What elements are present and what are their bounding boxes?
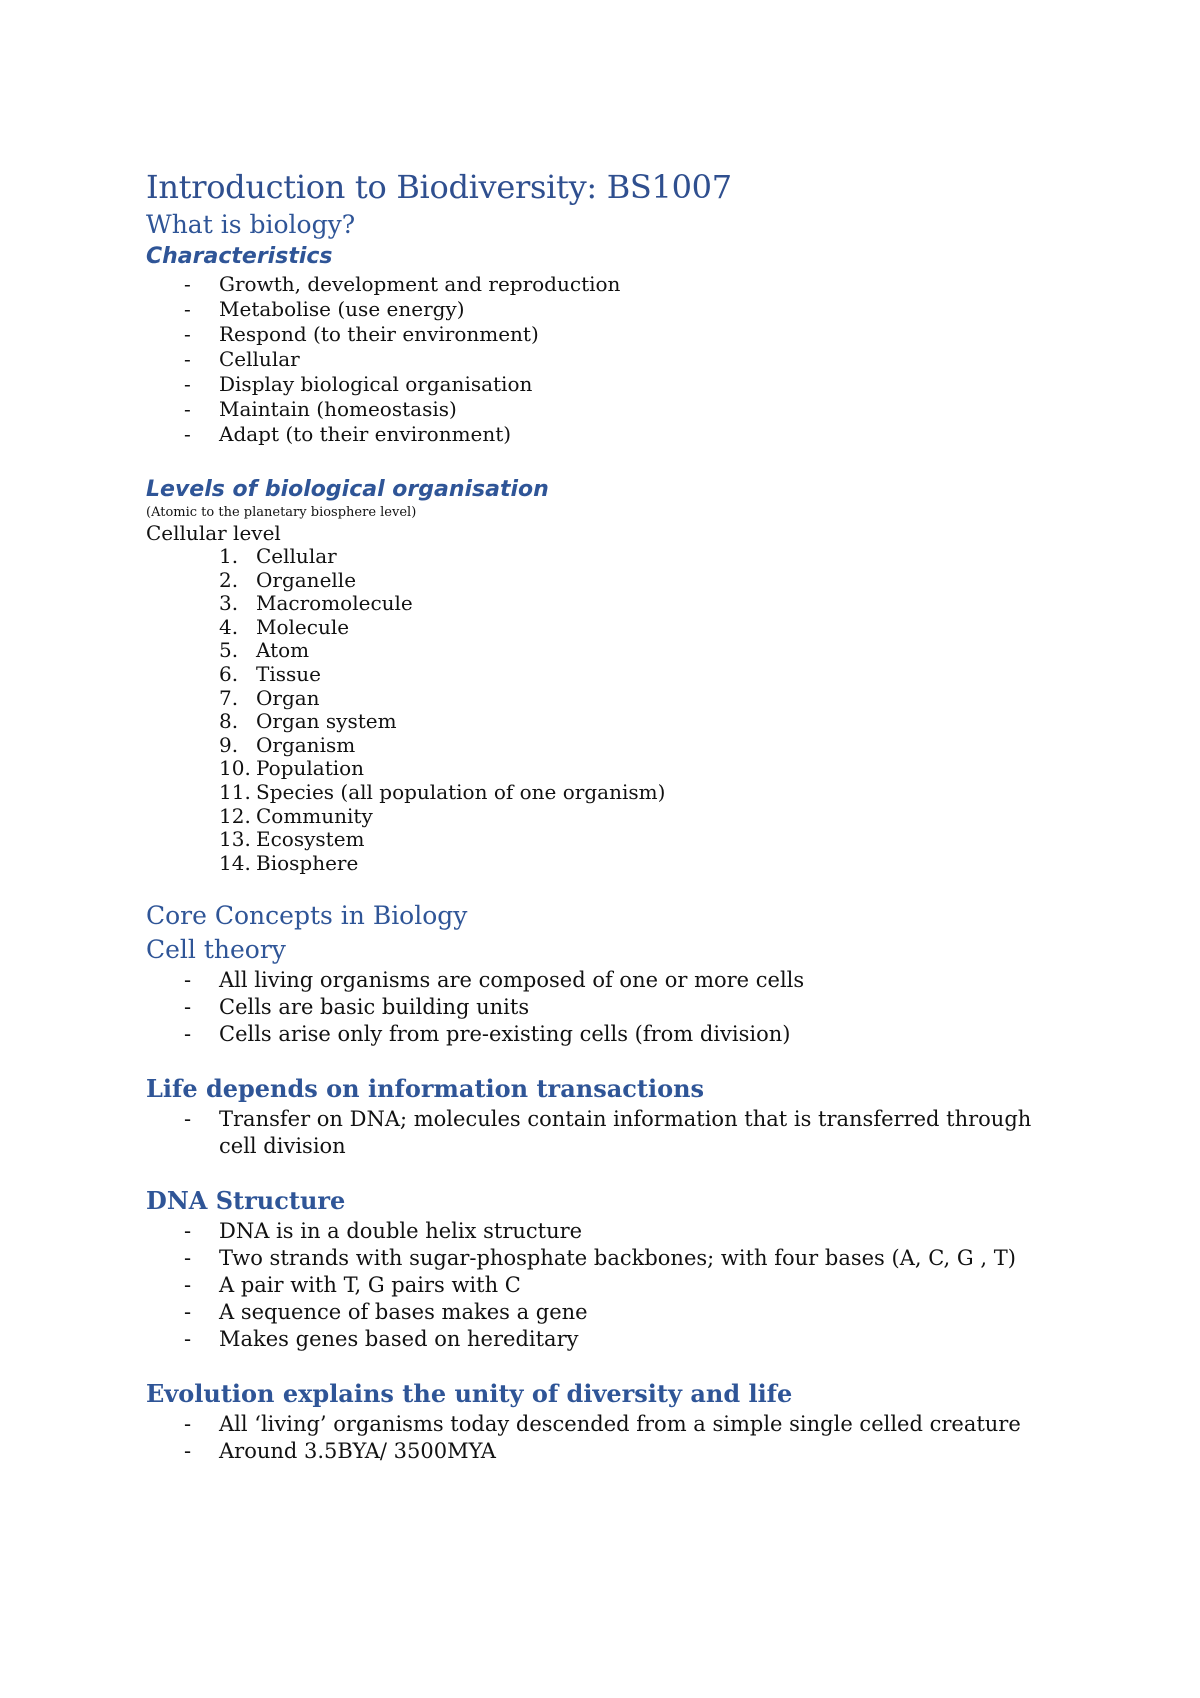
dash-bullet: -	[184, 347, 191, 371]
list-item	[146, 422, 1046, 447]
dash-bullet: -	[184, 397, 191, 421]
list-number: 7.	[219, 685, 239, 710]
list-item-text: Macromolecule	[256, 591, 413, 616]
list-item	[146, 1218, 1046, 1245]
list-item	[146, 781, 1046, 805]
dash-bullet: -	[184, 372, 191, 396]
list-item-text: Population	[256, 756, 365, 781]
information-list	[146, 1106, 1046, 1160]
list-number: 4.	[219, 614, 239, 639]
heading-levels-of-organisation: Levels of biological organisation	[146, 477, 549, 502]
list-number: 11.	[219, 779, 251, 804]
list-item-text: Cellular	[219, 347, 300, 371]
list-item-text: Ecosystem	[256, 827, 365, 852]
list-item-text: Cellular	[256, 544, 337, 568]
list-item	[146, 828, 1046, 852]
heading-information-transactions: Life depends on information transactions	[146, 1074, 705, 1104]
list-number: 13.	[219, 827, 251, 852]
list-item-text: Two strands with sugar-phosphate backbones; with four bases (A, C, G , T)	[219, 1246, 1016, 1271]
levels-note: (Atomic to the planetary biosphere level)	[146, 505, 417, 520]
list-item	[146, 347, 1046, 372]
list-item-text: Biosphere	[256, 850, 359, 875]
list-item	[146, 994, 1046, 1021]
dash-bullet: -	[184, 422, 191, 446]
list-item-text: Makes genes based on hereditary	[219, 1327, 579, 1352]
dash-bullet: -	[184, 995, 192, 1020]
dash-bullet: -	[184, 1219, 192, 1244]
list-item	[146, 569, 1046, 593]
list-item-text: Organism	[256, 732, 356, 757]
evolution-list	[146, 1411, 1046, 1465]
list-item	[146, 805, 1046, 829]
dash-bullet: -	[184, 1273, 192, 1298]
list-item-text: A pair with T, G pairs with C	[219, 1273, 521, 1298]
list-item	[146, 297, 1046, 322]
heading-cell-theory: Cell theory	[146, 935, 286, 965]
list-item-text: Cells are basic building units	[219, 995, 530, 1020]
list-number: 2.	[219, 567, 239, 592]
list-item	[146, 1106, 1046, 1160]
dash-bullet: -	[184, 297, 191, 321]
list-item	[146, 710, 1046, 734]
dash-bullet: -	[184, 968, 192, 993]
list-number: 14.	[219, 850, 251, 875]
dash-bullet: -	[184, 1327, 192, 1352]
characteristics-list	[146, 272, 1046, 447]
dash-bullet: -	[184, 1107, 192, 1132]
list-item	[146, 1326, 1046, 1353]
list-item	[146, 967, 1046, 994]
list-item-text: Respond (to their environment)	[219, 322, 539, 346]
list-item-text: Maintain (homeostasis)	[219, 397, 457, 421]
list-item	[146, 397, 1046, 422]
levels-list	[146, 545, 1046, 875]
document-page	[146, 166, 1046, 1465]
list-item-text: Tissue	[256, 661, 321, 686]
list-item-text: Organ	[256, 685, 320, 710]
list-item	[146, 322, 1046, 347]
list-item-text: All ‘living’ organisms today descended from a simple single celled creature	[219, 1412, 1021, 1437]
dash-bullet: -	[184, 1439, 192, 1464]
list-item-text: Community	[256, 803, 373, 828]
list-number: 10.	[219, 756, 251, 781]
list-number: 1.	[219, 544, 239, 568]
list-item	[146, 687, 1046, 711]
list-item	[146, 1021, 1046, 1048]
list-number: 5.	[219, 638, 239, 663]
dash-bullet: -	[184, 1022, 192, 1047]
list-item	[146, 592, 1046, 616]
list-item-text: Species (all population of one organism)	[256, 779, 666, 804]
heading-characteristics: Characteristics	[146, 244, 333, 269]
dash-bullet: -	[184, 272, 191, 296]
list-number: 3.	[219, 591, 239, 616]
list-item-text: Organelle	[256, 567, 357, 592]
heading-dna-structure: DNA Structure	[146, 1186, 346, 1216]
list-item	[146, 757, 1046, 781]
list-item	[146, 1411, 1046, 1438]
list-item-text: Around 3.5BYA/ 3500MYA	[219, 1439, 496, 1464]
list-item	[146, 272, 1046, 297]
list-item	[146, 1438, 1046, 1465]
cell-theory-list	[146, 967, 1046, 1048]
list-item	[146, 1299, 1046, 1326]
list-item-text: Organ system	[256, 709, 397, 734]
list-item	[146, 372, 1046, 397]
dash-bullet: -	[184, 1246, 192, 1271]
levels-subheading: Cellular level	[146, 521, 281, 545]
list-item-text: All living organisms are composed of one or more cells	[219, 968, 805, 993]
list-item-text: Molecule	[256, 614, 350, 639]
heading-core-concepts: Core Concepts in Biology	[146, 901, 468, 931]
list-number: 12.	[219, 803, 251, 828]
list-item	[146, 852, 1046, 876]
list-item	[146, 639, 1046, 663]
list-item-text: Cells arise only from pre-existing cells (from division)	[219, 1022, 791, 1047]
heading-what-is-biology: What is biology?	[146, 210, 356, 239]
list-item-text: A sequence of bases makes a gene	[219, 1300, 588, 1325]
list-item-text: Display biological organisation	[219, 372, 533, 396]
list-number: 8.	[219, 709, 239, 734]
list-item	[146, 1245, 1046, 1272]
document-title: Introduction to Biodiversity: BS1007	[146, 168, 732, 206]
list-item-text: Transfer on DNA; molecules contain information that is transferred through cell division	[219, 1107, 1032, 1159]
list-number: 9.	[219, 732, 239, 757]
list-item	[146, 545, 1046, 569]
dash-bullet: -	[184, 1412, 192, 1437]
list-item	[146, 616, 1046, 640]
dna-structure-list	[146, 1218, 1046, 1353]
list-item	[146, 663, 1046, 687]
dash-bullet: -	[184, 1300, 192, 1325]
list-item	[146, 734, 1046, 758]
list-item-text: Atom	[256, 638, 310, 663]
list-item-text: Growth, development and reproduction	[219, 272, 621, 296]
dash-bullet: -	[184, 322, 191, 346]
heading-evolution: Evolution explains the unity of diversity and life	[146, 1379, 793, 1409]
list-item-text: Adapt (to their environment)	[219, 422, 512, 446]
list-item	[146, 1272, 1046, 1299]
list-item-text: DNA is in a double helix structure	[219, 1219, 583, 1244]
list-item-text: Metabolise (use energy)	[219, 297, 465, 321]
list-number: 6.	[219, 661, 239, 686]
